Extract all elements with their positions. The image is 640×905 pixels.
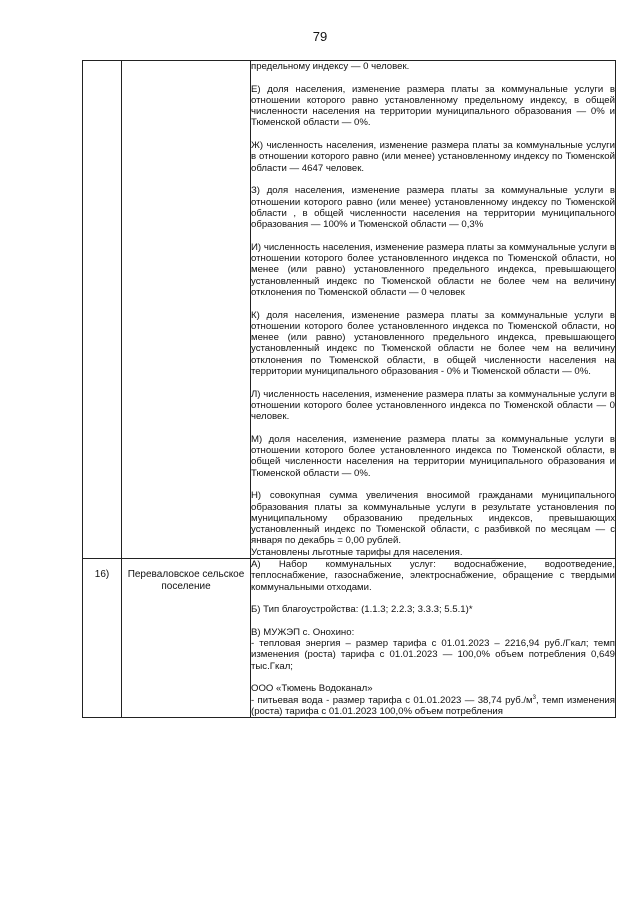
municipality-cell bbox=[122, 61, 251, 559]
paragraph: предельному индексу — 0 человек. bbox=[251, 61, 410, 72]
paragraph: Б) Тип благоустройства: (1.1.3; 2.2.3; 3.3.3; 5.5.1)* bbox=[251, 604, 473, 616]
table-row bbox=[83, 61, 616, 559]
paragraph: В) МУЖЭП с. Онохино: bbox=[251, 626, 355, 638]
paragraph: Н) совокупная сумма увеличения вносимой гражданами муниципального образования платы за коммунальные услуги в результате установления по муниципальному образованию предельных индексов, превышающих установленный индекс по Тюменской области, с разбивкой по месяцам — с января по декабрь = 0,00 рублей. bbox=[251, 490, 615, 547]
paragraph: - тепловая энергия – размер тарифа с 01.01.2023 – 2216,94 руб./Гкал; темп изменения (роста) тарифа с 01.01.2023 — 100,0% объем потребления 0,649 тыс.Гкал; bbox=[251, 638, 615, 672]
text-fragment: - питьевая вода - размер тарифа с 01.01.2023 — 38,74 руб./м bbox=[251, 694, 533, 706]
superscript: 3 bbox=[532, 694, 536, 701]
paragraph-closing: Установлены льготные тарифы для населения. bbox=[251, 546, 463, 558]
municipality-name: Переваловское сельское поселение bbox=[122, 559, 251, 718]
table-row bbox=[83, 559, 616, 718]
paragraph: Ж) численность населения, изменение размера платы за коммунальные услуги в отношении которого равно (или менее) установленному индексу по Тюменской области — 4647 человек. bbox=[251, 140, 615, 174]
paragraph: И) численность населения, изменение размера платы за коммунальные услуги в отношении которого более установленного индекса по Тюменской области, но менее (или равно) установленного предельного индекса, превышающего установленный индекс по Тюменской области не более чем на величину отклонения по Тюменской области — 0 человек bbox=[251, 241, 615, 298]
row-number: 16) bbox=[83, 559, 122, 718]
paragraph: М) доля населения, изменение размера платы за коммунальные услуги в отношении которого более установленного индекса по Тюменской области, в общей численности населения на территории муниципального образования и Тюменской области — 0%. bbox=[251, 433, 615, 479]
paragraph: А) Набор коммунальных услуг: водоснабжение, водоотведение, теплоснабжение, газоснабжение, электроснабжение, обращение с твердыми коммунальными отходами. bbox=[251, 559, 615, 593]
paragraph: Л) численность населения, изменение размера платы за коммунальные услуги в отношении которого более установленного индекса по Тюменской области — 0 человек. bbox=[251, 388, 615, 423]
text-fragment: , темп изменения (роста) тарифа с 01.01.2023 100,0% объем потребления bbox=[251, 694, 615, 717]
page-number: 79 bbox=[312, 29, 328, 44]
paragraph: ООО «Тюмень Водоканал» bbox=[251, 683, 373, 695]
paragraph: З) доля населения, изменение размера платы за коммунальные услуги в отношении которого равно (или менее) установленному индексу по Тюменской области , в общей численности населения на территории муниципального образования — 100% и Тюменской области — 0,3% bbox=[251, 185, 615, 231]
number-cell bbox=[83, 61, 122, 559]
description-cell bbox=[251, 559, 616, 718]
paragraph bbox=[251, 695, 615, 718]
paragraph: Е) доля населения, изменение размера платы за коммунальные услуги в отношении которого равно установленному предельному индексу, в общей численности населения на территории муниципального образования — 0% и Тюменской области — 0%. bbox=[251, 83, 615, 129]
tariff-table bbox=[82, 60, 616, 718]
description-cell bbox=[251, 61, 616, 559]
paragraph: К) доля населения, изменение размера платы за коммунальные услуги в отношении которого более установленного индекса по Тюменской области, но менее (или равно) установленного предельного индекса, превышающего установленный индекс по Тюменской области не более чем на величину отклонения по Тюменской области, в общей численности населения на территории муниципального образования - 0% и Тюменской области — 0%. bbox=[251, 309, 615, 378]
